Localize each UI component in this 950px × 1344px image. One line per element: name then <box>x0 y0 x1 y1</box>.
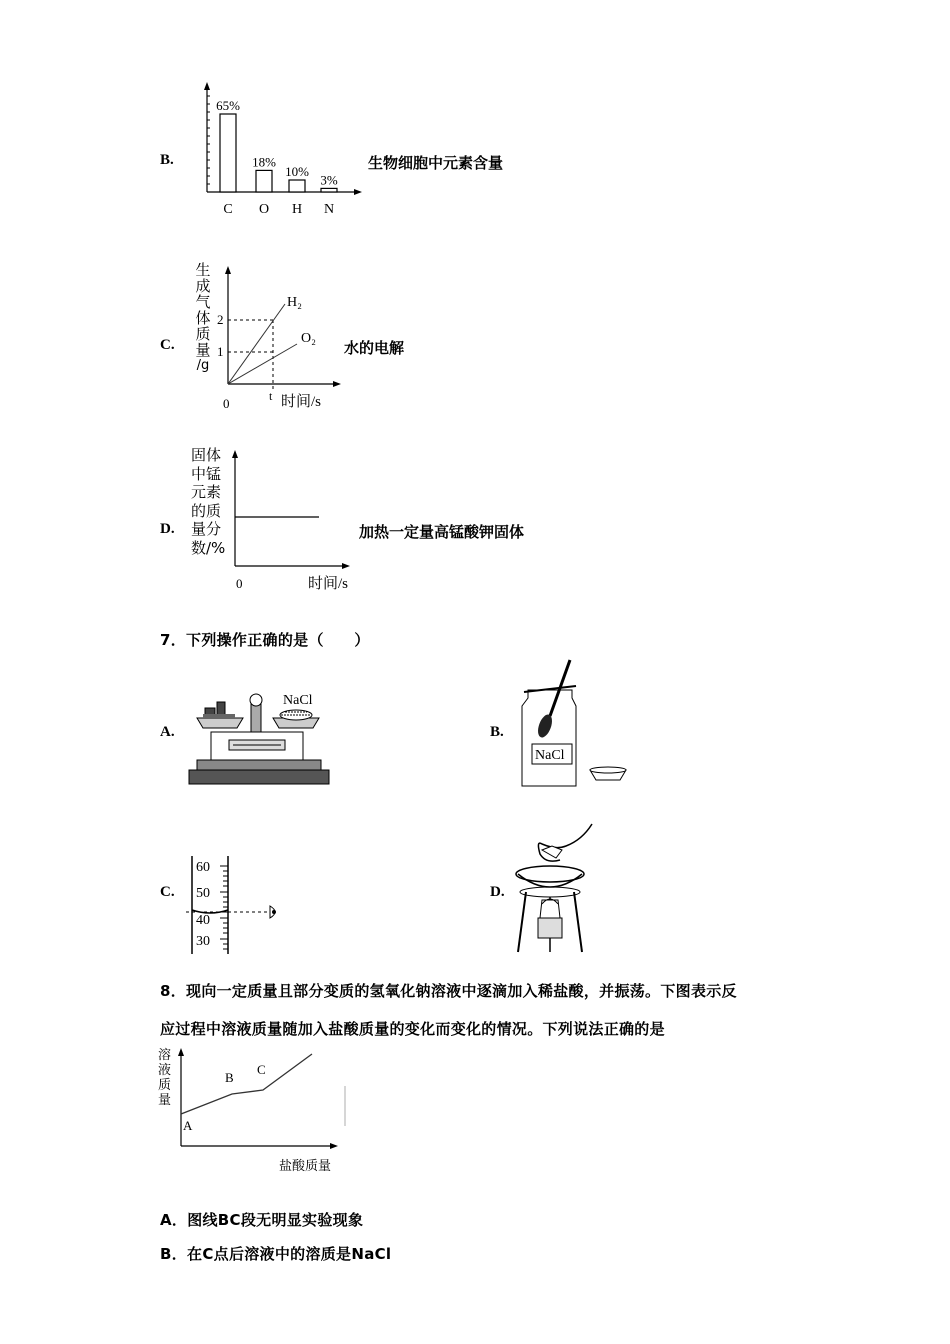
y-label-char: 体 <box>195 309 211 327</box>
electrolysis-caption: 水的电解 <box>344 339 405 357</box>
solution-mass-line <box>181 1054 312 1114</box>
solution-mass-x-label: 盐酸质量 <box>279 1159 332 1174</box>
bar-C <box>220 114 236 192</box>
bar-H <box>289 180 305 192</box>
bar-chart-caption: 生物细胞中元素含量 <box>368 154 504 172</box>
q7-option-a-label: A. <box>160 724 175 740</box>
point-a-label: A <box>183 1118 193 1133</box>
o2-series-line <box>228 344 297 384</box>
balance-image <box>185 688 335 788</box>
origin-label: 0 <box>236 576 243 591</box>
bar-value-label: 10% <box>285 164 309 179</box>
h2-series-label: H₂ <box>287 295 302 310</box>
category-label: C <box>223 202 233 217</box>
question-7: 7．下列操作正确的是（ ） <box>160 631 370 649</box>
x-axis-label: 时间/s <box>308 576 349 592</box>
question-8-line-2: 应过程中溶液质量随加入盐酸质量的变化而变化的情况。下列说法正确的是 <box>160 1020 665 1038</box>
y-axis-arrow <box>204 82 210 90</box>
y-label-char: 液 <box>158 1063 172 1078</box>
q7-option-d-label: D. <box>490 884 505 900</box>
point-c-label: C <box>257 1062 266 1077</box>
y-label-char: 量 <box>158 1093 172 1108</box>
y-label-line: 中锰 <box>191 464 222 483</box>
element-content-bar-chart <box>190 72 380 232</box>
category-label: H <box>291 202 303 217</box>
mn-chart <box>226 446 366 596</box>
q7-option-c-label: C. <box>160 884 175 900</box>
nacl-label: NaCl <box>535 748 565 763</box>
y-label-line: 固体 <box>191 446 222 464</box>
reagent-bottle-image <box>514 658 634 788</box>
y-label-char: 成 <box>195 277 211 295</box>
category-label: N <box>323 202 335 217</box>
y-label-char: 溶 <box>158 1048 172 1063</box>
y-label-char: 生 <box>195 261 211 279</box>
graduated-cylinder-image <box>186 854 296 956</box>
question-8-line-1: 8．现向一定质量且部分变质的氢氧化钠溶液中逐滴加入稀盐酸，并振荡。下图表示反 <box>160 982 737 1000</box>
tick-label: 60 <box>196 860 210 875</box>
y-label-line: 量分 <box>191 520 222 538</box>
y-tick-2: 2 <box>217 312 224 327</box>
bar-value-label: 3% <box>320 172 338 188</box>
q8-option-a: A．图线BC段无明显实验现象 <box>160 1211 364 1229</box>
y-label-line: 元素 <box>191 483 222 501</box>
option-d-label: D. <box>160 521 175 537</box>
y-label-line: 数/% <box>191 538 226 557</box>
y-label-line: 的质 <box>191 501 222 520</box>
bar-value-label: 65% <box>216 98 240 113</box>
origin-label: 0 <box>223 396 230 411</box>
nacl-label: NaCl <box>283 693 313 708</box>
y-label-char: 量 <box>195 341 211 359</box>
tick-label: 30 <box>196 934 210 949</box>
x-axis-arrow <box>354 189 362 195</box>
y-label-char: 质 <box>158 1078 172 1093</box>
mn-y-axis-label <box>191 446 225 557</box>
y-tick-1: 1 <box>217 344 224 359</box>
electrolysis-chart <box>215 262 355 412</box>
y-label-char: 气 <box>195 293 211 311</box>
q8-option-b: B．在C点后溶液中的溶质是NaCl <box>160 1245 392 1263</box>
bar-N <box>321 188 337 192</box>
q7-option-b-label: B. <box>490 724 504 740</box>
option-b-label: B. <box>160 152 174 168</box>
point-b-label: B <box>225 1070 234 1085</box>
y-label-unit: /g <box>196 358 210 373</box>
y-label-char: 质 <box>195 325 211 343</box>
electrolysis-y-axis-label <box>195 262 211 374</box>
t-label: t <box>269 389 273 403</box>
x-axis-label: 时间/s <box>281 394 322 410</box>
o2-series-label: O₂ <box>301 331 316 346</box>
solution-mass-chart <box>170 1046 360 1176</box>
option-c-label: C. <box>160 337 175 353</box>
h2-series-line <box>228 304 285 384</box>
tick-label: 40 <box>196 913 210 928</box>
tick-label: 50 <box>196 886 210 901</box>
mn-caption: 加热一定量高锰酸钾固体 <box>359 523 525 541</box>
evaporation-image <box>512 820 612 956</box>
bar-O <box>256 170 272 192</box>
bar-value-label: 18% <box>252 154 276 170</box>
category-label: O <box>258 202 270 217</box>
